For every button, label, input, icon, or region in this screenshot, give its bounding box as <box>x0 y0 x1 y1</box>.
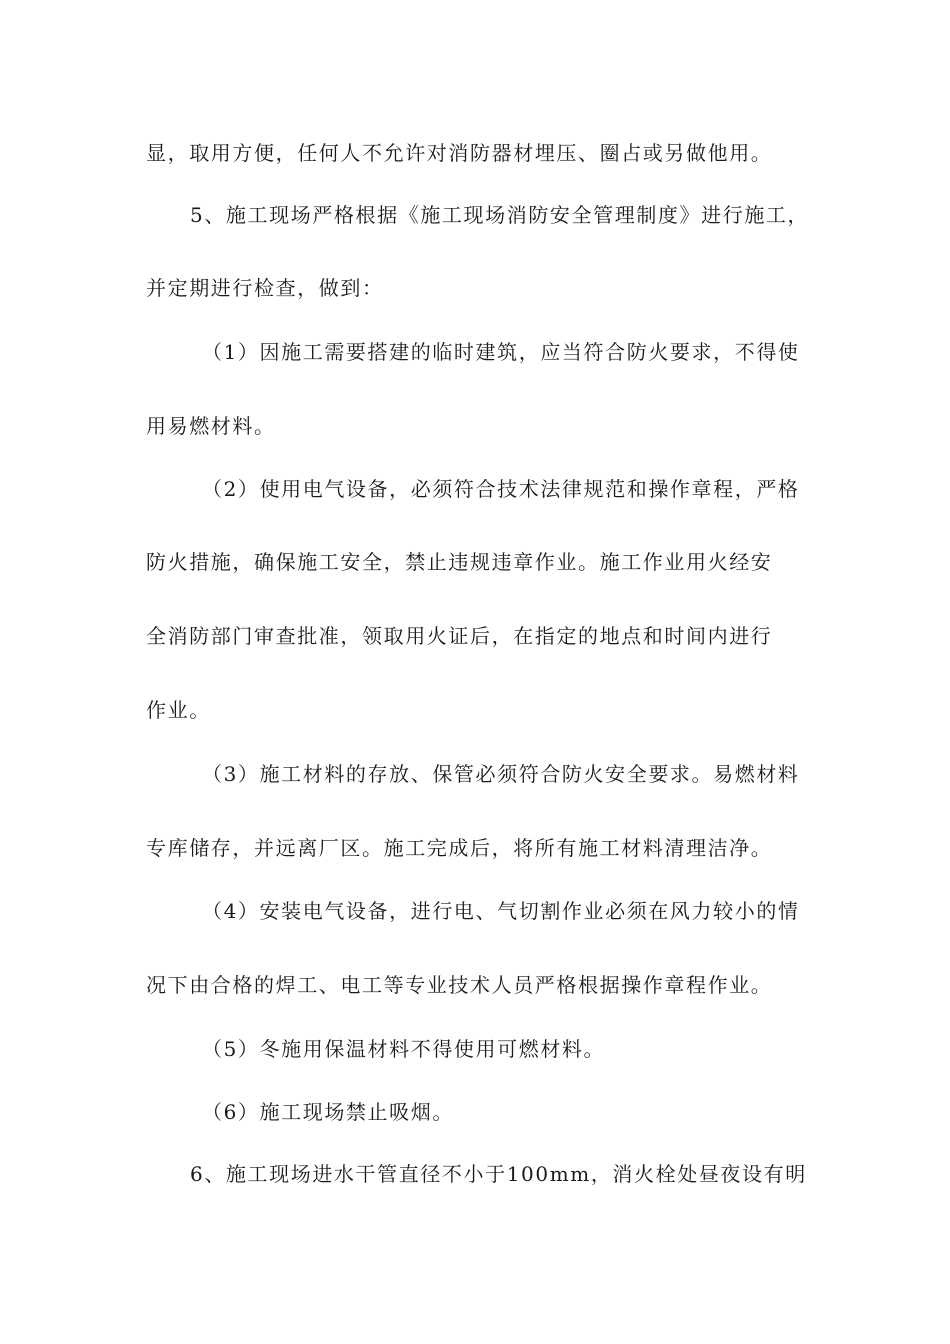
text-line: 全消防部门审查批准，领取用火证后，在指定的地点和时间内进行 <box>146 624 773 648</box>
text-line: （2）使用电气设备，必须符合技术法律规范和操作章程，严格 <box>202 477 800 501</box>
text-line: 6、施工现场进水干管直径不小于100mm，消火栓处昼夜设有明 <box>190 1162 807 1186</box>
text-line: （5）冬施用保温材料不得使用可燃材料。 <box>202 1037 606 1061</box>
text-line: （1）因施工需要搭建的临时建筑，应当符合防火要求，不得使 <box>202 340 800 364</box>
text-line: （4）安装电气设备，进行电、气切割作业必须在风力较小的情 <box>202 899 800 923</box>
text-line: 专库储存，并远离厂区。施工完成后，将所有施工材料清理洁净。 <box>146 836 773 860</box>
text-line: 作业。 <box>146 698 211 722</box>
text-line: 5、施工现场严格根据《施工现场消防安全管理制度》进行施工， <box>190 203 810 227</box>
text-line: 用易燃材料。 <box>146 414 276 438</box>
text-line: 况下由合格的焊工、电工等专业技术人员严格根据操作章程作业。 <box>146 973 773 997</box>
text-line: （6）施工现场禁止吸烟。 <box>202 1100 454 1124</box>
text-line: 并定期进行检查，做到： <box>146 276 384 300</box>
text-line: 防火措施，确保施工安全，禁止违规违章作业。施工作业用火经安 <box>146 550 773 574</box>
text-line: 显，取用方便，任何人不允许对消防器材埋压、圈占或另做他用。 <box>146 141 773 165</box>
text-line: （3）施工材料的存放、保管必须符合防火安全要求。易燃材料 <box>202 762 800 786</box>
